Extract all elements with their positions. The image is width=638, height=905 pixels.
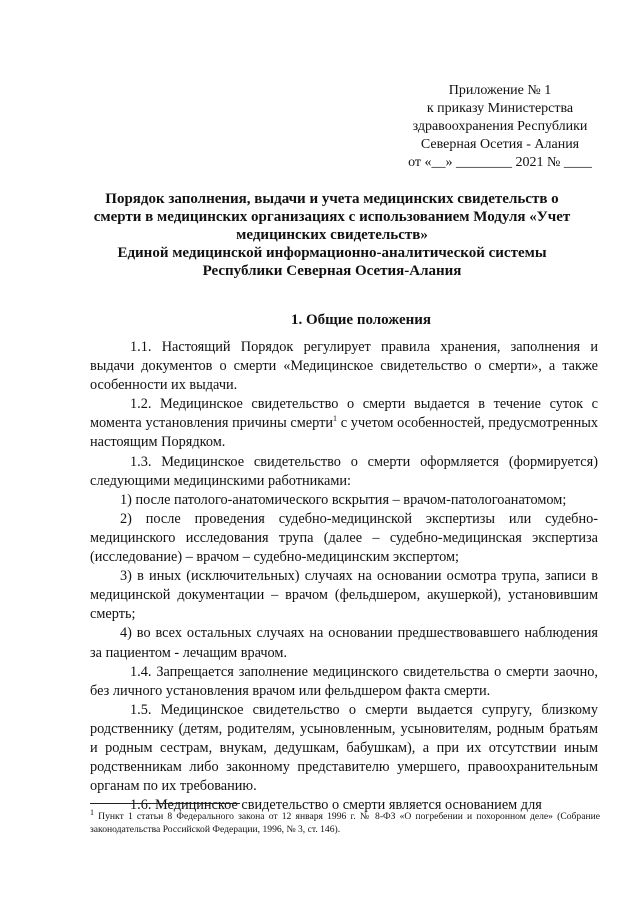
paragraph-1-3: 1.3. Медицинское свидетельство о смерти оформляется (формируется) следующими медицинскими работниками: xyxy=(90,453,598,489)
title-line: смерти в медицинских организациях с использованием Модуля «Учет xyxy=(93,209,571,225)
document-body xyxy=(90,338,598,815)
appendix-line: здравоохранения Республики xyxy=(412,119,588,134)
paragraph-1-6: 1.6. Медицинское свидетельство о смерти является основанием для xyxy=(130,797,542,814)
title-line: Республики Северная Осетия-Алания xyxy=(202,263,462,279)
paragraph-1-5: 1.5. Медицинское свидетельство о смерти выдается супругу, близкому родственнику (детям, родителям, усыновленным, усыновителям, родным братьям и родным сестрам, внукам, дедушкам, бабушкам), а при их отсутствии иным родственникам либо законному представителю умершего, правоохранительным органам по их требованию. xyxy=(90,701,598,795)
footnote-divider xyxy=(90,803,240,804)
paragraph-1-2-text-b: с учетом особенностей, предусмотренных настоящим Порядком. xyxy=(90,415,598,451)
paragraph-1-1: 1.1. Настоящий Порядок регулирует правила хранения, заполнения и выдачи документов о смерти «Медицинское свидетельство о смерти», а также особенности их выдачи. xyxy=(90,339,598,394)
title-line: Порядок заполнения, выдачи и учета медицинских свидетельств о xyxy=(105,191,559,207)
appendix-date-line: от «__» ________ 2021 № ____ xyxy=(408,155,592,170)
appendix-line: к приказу Министерства xyxy=(426,101,574,116)
list-item-3: 3) в иных (исключительных) случаях на основании осмотра трупа, записи в медицинской документации – врачом (фельдшером, акушеркой), установившим смерть; xyxy=(90,568,598,623)
title-line: Единой медицинской информационно-аналитической системы xyxy=(117,245,547,261)
paragraph-1-2 xyxy=(90,395,598,452)
appendix-line: Северная Осетия - Алания xyxy=(420,137,580,152)
list-item-1: 1) после патолого-анатомического вскрытия – врачом-патологоанатомом; xyxy=(120,491,567,508)
paragraph-1-4: 1.4. Запрещается заполнение медицинского свидетельства о смерти заочно, без личного установления врачом или фельдшером факта смерти. xyxy=(90,663,598,699)
footnote-marker: 1 xyxy=(90,807,94,817)
list-item-2: 2) после проведения судебно-медицинской экспертизы или судебно-медицинского исследования трупа (далее – судебно-медицинская экспертиза (исследование) – врачом – судебно-медицинским экспертом; xyxy=(90,510,598,566)
paragraph-1-2-text-a: 1.2. Медицинское свидетельство о смерти выдается в течение суток с момента установления причины смерти xyxy=(90,396,598,432)
section-heading: 1. Общие положения xyxy=(290,312,432,328)
appendix-block xyxy=(390,82,610,172)
footnote-text: Пункт 1 статьи 8 Федерального закона от 12 января 1996 г. № 8-ФЗ «О погребении и похоронном деле» (Собрание законодательства Российской Федерации, 1996, № 3, ст. 146). xyxy=(90,811,600,835)
footnote-reference: 1 xyxy=(333,414,338,424)
document-title xyxy=(82,190,582,280)
title-line: медицинских свидетельств» xyxy=(236,227,428,243)
footnote xyxy=(90,807,600,836)
appendix-line: Приложение № 1 xyxy=(448,83,552,98)
list-item-4: 4) во всех остальных случаях на основании предшествовавшего наблюдения за пациентом - лечащим врачом. xyxy=(90,625,598,661)
